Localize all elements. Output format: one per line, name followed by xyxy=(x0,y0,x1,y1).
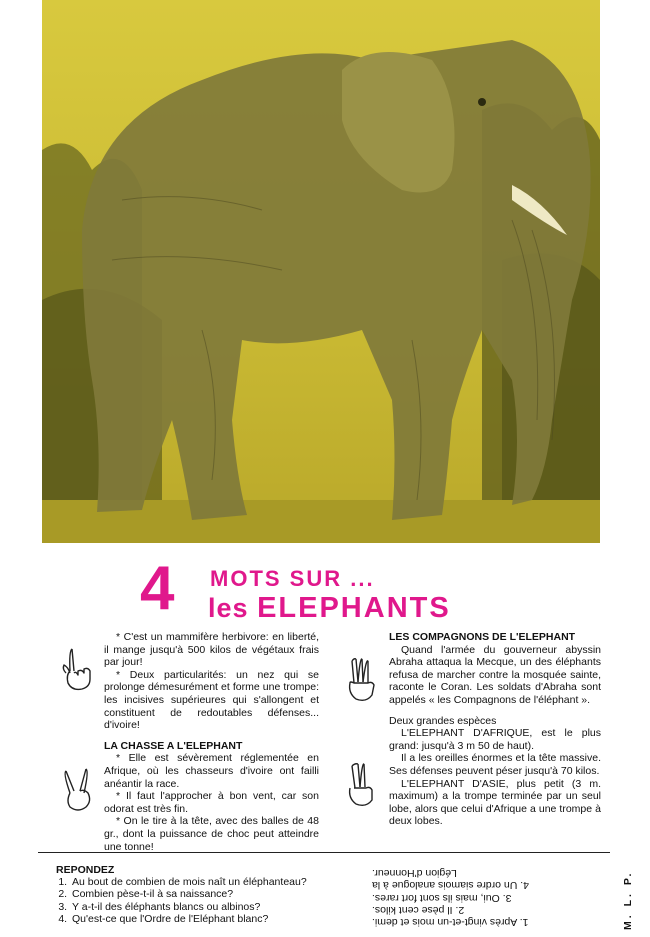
answer-item: Légion d'Honneur. xyxy=(372,867,457,880)
headline-number: 4 xyxy=(140,554,175,623)
question-item: 4. Qu'est-ce que l'Ordre de l'Eléphant blanc? xyxy=(70,913,307,925)
headline-elephants: ELEPHANTS xyxy=(257,592,451,624)
answer-item: 4. Un ordre siamois analogue à la xyxy=(372,879,530,892)
afrique-paragraph: L'ELEPHANT D'AFRIQUE, est le plus grand: jusqu'à 3 m 50 de haut). xyxy=(389,727,601,752)
intro-paragraph-1: * C'est un mammifère herbivore: en liberté, il mange jusqu'à 500 kilos de végétaux frais par jour! xyxy=(104,631,319,669)
divider xyxy=(38,852,610,853)
questions-block xyxy=(56,864,307,925)
question-item: 1. Au bout de combien de mois naît un éléphanteau? xyxy=(70,876,307,888)
answer-item: 1. Après vingt-et-un mois et demi. xyxy=(372,916,529,928)
headline xyxy=(140,554,560,624)
compagnons-paragraph: Quand l'armée du gouverneur abyssin Abraha attaqua la Mecque, un des éléphants refusa de marcher contre la mosquée sainte, raconte le Coran. Les soldats d'Abraha sont appelés « les Compagnons de l'éléphant ». xyxy=(389,643,601,706)
questions-title: REPONDEZ xyxy=(56,864,115,876)
answer-item: 2. Il pèse cent kilos. xyxy=(372,903,465,916)
headline-line1: MOTS SUR ... xyxy=(210,566,375,591)
elephant-illustration xyxy=(42,0,600,543)
headline-les: les xyxy=(208,593,249,623)
answer-item: 3. Oui, mais ils sont fort rares. xyxy=(372,891,512,904)
intro-paragraph-2: * Deux particularités: un nez qui se prolonge démesurément et forme une trompe: les incisives supérieures qui s'allongent et constituent de redoutables défenses... d'ivoire! xyxy=(104,668,319,732)
chasse-heading: LA CHASSE A L'ELEPHANT xyxy=(104,739,243,752)
questions-list xyxy=(56,876,307,925)
question-item: 3. Y a-t-il des éléphants blancs ou albinos? xyxy=(70,901,307,913)
question-item: 2. Combien pèse-t-il à sa naissance? xyxy=(70,888,307,900)
hand-three-fingers-icon xyxy=(344,760,380,810)
chasse-paragraph-1: * Elle est sévèrement réglementée en Afrique, où les chasseurs d'ivoire ont failli anéantir la race. xyxy=(104,752,319,790)
chasse-paragraph-2: * Il faut l'approcher à bon vent, car son odorat est très fin. xyxy=(104,790,319,815)
hand-four-fingers-icon xyxy=(344,655,380,705)
hand-two-fingers-icon xyxy=(60,765,96,815)
headline-line2 xyxy=(208,592,451,625)
asie-paragraph: L'ELEPHANT D'ASIE, plus petit (3 m. maximum) a la trompe terminée par un seul lobe, alors que celui d'Afrique a une trompe à deux lobes. xyxy=(389,777,601,828)
especes-intro: Deux grandes espèces xyxy=(389,714,497,727)
elephant-photo xyxy=(42,0,600,543)
compagnons-heading: LES COMPAGNONS DE L'ELEPHANT xyxy=(389,631,576,643)
answers-block-upside-down xyxy=(372,864,612,928)
afrique-paragraph-2: Il a les oreilles énormes et la tête massive. Ses défenses peuvent péser jusqu'à 70 kilos. xyxy=(389,752,601,777)
hand-one-finger-icon xyxy=(60,645,96,693)
left-column xyxy=(104,631,319,853)
chasse-paragraph-3: * On le tire à la tête, avec des balles de 48 gr., dont la puissance de choc peut atteindre une tonne! xyxy=(104,815,319,853)
right-column xyxy=(389,631,601,828)
credit-mark: M. L. P. xyxy=(622,870,634,930)
